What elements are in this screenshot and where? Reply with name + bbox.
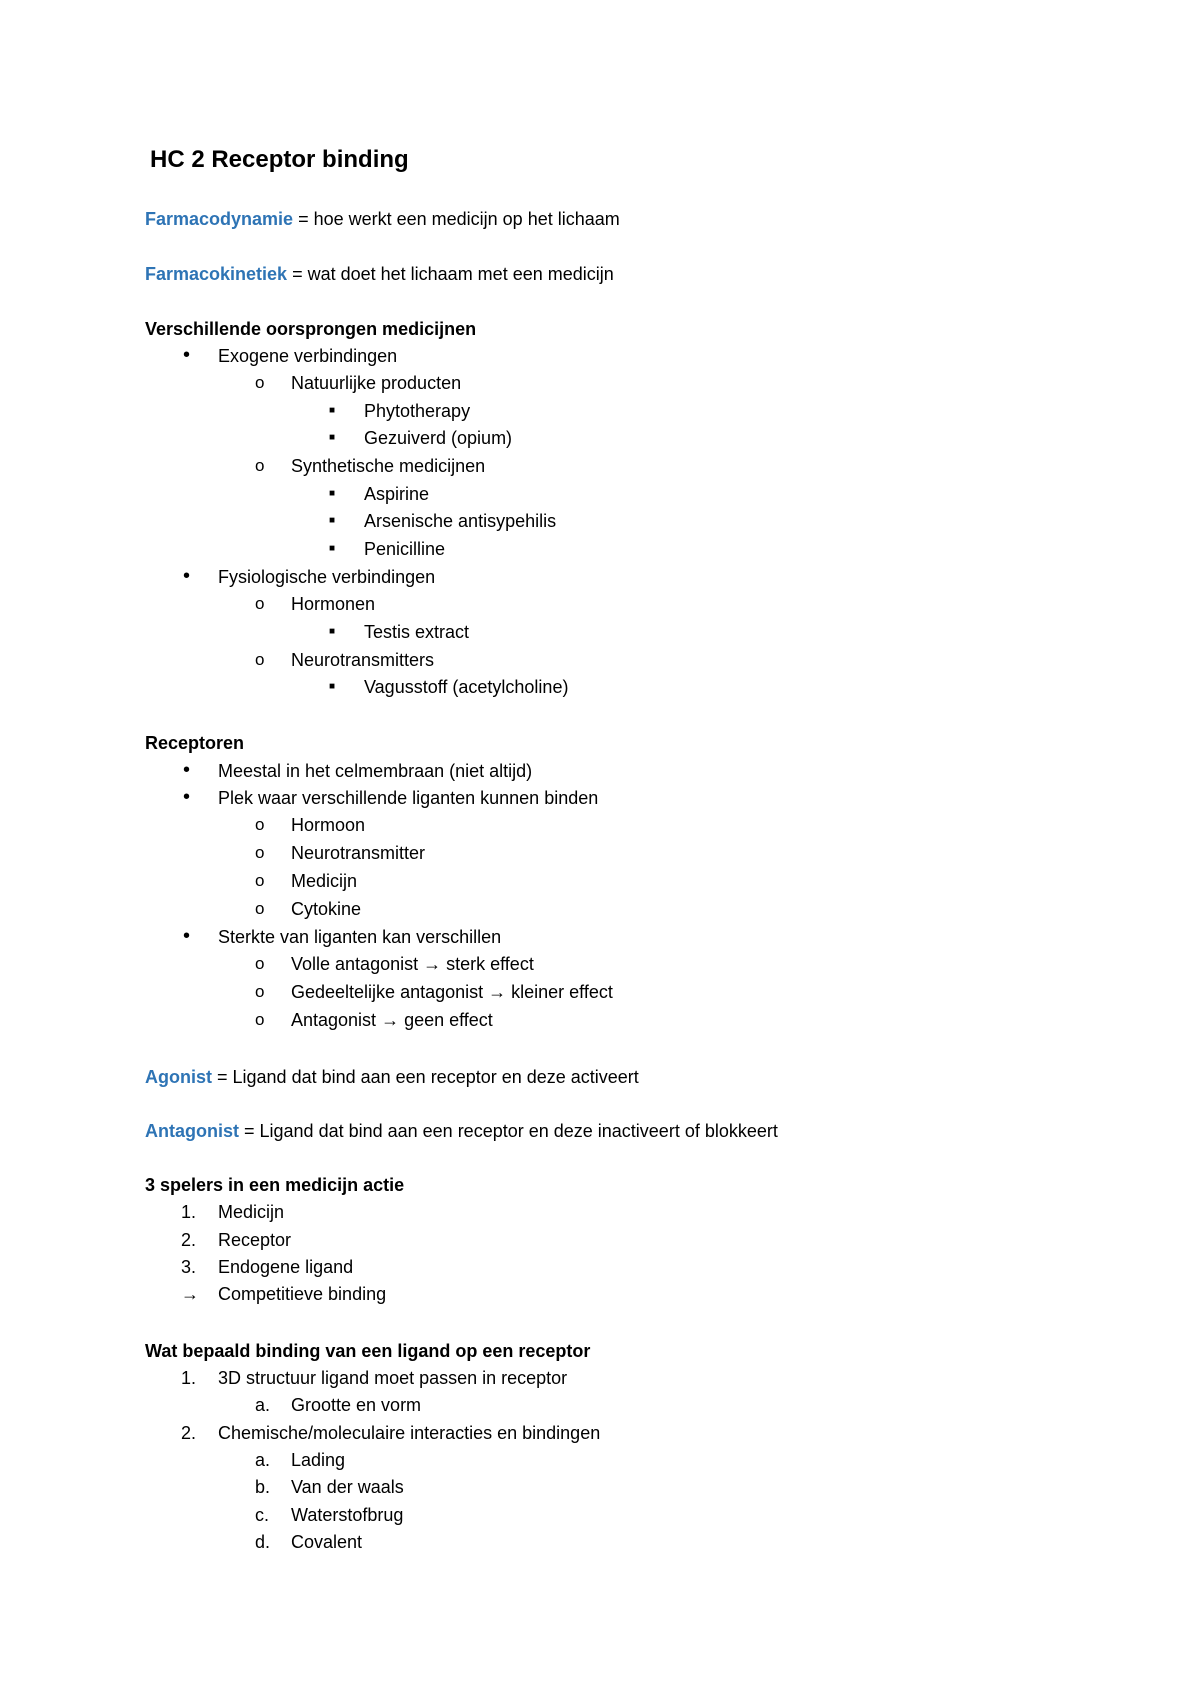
square-bullet-icon: ■ (329, 405, 336, 416)
list-item: Exogene verbindingen (218, 346, 398, 366)
circle-bullet-icon: o (255, 650, 265, 669)
list-item: Hormonen (291, 594, 376, 614)
list-item: Cytokine (291, 899, 362, 919)
list-item (291, 981, 613, 1003)
list-item: Receptor (218, 1230, 292, 1250)
circle-bullet-icon: o (255, 1010, 265, 1029)
circle-bullet-icon: o (255, 815, 265, 834)
definition-antagonist (145, 1120, 778, 1142)
bullet-icon: • (183, 565, 191, 587)
bullet-icon: • (183, 344, 191, 366)
arrow-right-icon: → (423, 954, 442, 974)
bullet-icon: • (183, 759, 191, 781)
list-item: Sterkte van liganten kan verschillen (218, 927, 502, 947)
document-title: HC 2 Receptor binding (150, 146, 409, 173)
list-number: 2. (181, 1423, 197, 1443)
arrow-right-icon: → (488, 982, 507, 1002)
list-item: Gezuiverd (opium) (364, 428, 513, 448)
list-letter: c. (255, 1505, 270, 1525)
section-heading-binding: Wat bepaald binding van een ligand op een receptor (145, 1341, 591, 1361)
item-text: Volle antagonist (291, 954, 424, 974)
list-item: Arsenische antisypehilis (364, 511, 557, 531)
section-heading-origins: Verschillende oorsprongen medicijnen (145, 319, 477, 339)
item-text: Gedeeltelijke antagonist (291, 982, 489, 1002)
list-item: Testis extract (364, 622, 470, 642)
section-heading-receptoren: Receptoren (145, 733, 245, 753)
list-number: 1. (181, 1202, 197, 1222)
circle-bullet-icon: o (255, 954, 265, 973)
list-item: Hormoon (291, 815, 366, 835)
list-item: Lading (291, 1450, 346, 1470)
list-number: 2. (181, 1230, 197, 1250)
term-farmacodynamie: Farmacodynamie (145, 209, 294, 229)
definition-text: = Ligand dat bind aan een receptor en deze activeert (212, 1067, 639, 1087)
definition-text: = wat doet het lichaam met een medicijn (287, 264, 614, 284)
circle-bullet-icon: o (255, 594, 265, 613)
list-item: Vagusstoff (acetylcholine) (364, 677, 569, 697)
list-item: Neurotransmitters (291, 650, 435, 670)
item-text: kleiner effect (506, 982, 613, 1002)
list-item: Grootte en vorm (291, 1395, 422, 1415)
definition-agonist (145, 1066, 639, 1088)
circle-bullet-icon: o (255, 373, 265, 392)
arrow-right-icon: → (181, 1284, 199, 1304)
list-item: Medicijn (291, 871, 358, 891)
circle-bullet-icon: o (255, 982, 265, 1001)
item-text: Antagonist (291, 1010, 382, 1030)
list-item: Meestal in het celmembraan (niet altijd) (218, 761, 533, 781)
circle-bullet-icon: o (255, 456, 265, 475)
list-item: Medicijn (218, 1202, 285, 1222)
list-item: Penicilline (364, 539, 446, 559)
list-item: Van der waals (291, 1477, 404, 1497)
list-item: Aspirine (364, 484, 430, 504)
list-item: Natuurlijke producten (291, 373, 462, 393)
list-item: Neurotransmitter (291, 843, 426, 863)
bullet-icon: • (183, 786, 191, 808)
square-bullet-icon: ■ (329, 515, 336, 526)
list-item (291, 953, 534, 975)
square-bullet-icon: ■ (329, 432, 336, 443)
term-antagonist: Antagonist (145, 1121, 239, 1141)
list-item: Chemische/moleculaire interacties en bindingen (218, 1423, 601, 1443)
definition-farmacokinetiek (145, 263, 614, 285)
circle-bullet-icon: o (255, 899, 265, 918)
square-bullet-icon: ■ (329, 488, 336, 499)
list-item: Synthetische medicijnen (291, 456, 486, 476)
list-letter: a. (255, 1395, 271, 1415)
list-item: Plek waar verschillende liganten kunnen binden (218, 788, 599, 808)
section-heading-spelers: 3 spelers in een medicijn actie (145, 1175, 405, 1195)
list-item: Endogene ligand (218, 1257, 354, 1277)
circle-bullet-icon: o (255, 871, 265, 890)
square-bullet-icon: ■ (329, 681, 336, 692)
list-item: 3D structuur ligand moet passen in receptor (218, 1368, 568, 1388)
square-bullet-icon: ■ (329, 543, 336, 554)
arrow-right-icon: → (381, 1010, 400, 1030)
list-item: Covalent (291, 1532, 363, 1552)
item-text: geen effect (399, 1010, 493, 1030)
term-farmacokinetiek: Farmacokinetiek (145, 264, 288, 284)
list-letter: a. (255, 1450, 271, 1470)
list-item: Fysiologische verbindingen (218, 567, 436, 587)
list-item: Waterstofbrug (291, 1505, 404, 1525)
bullet-icon: • (183, 925, 191, 947)
list-number: 3. (181, 1257, 197, 1277)
list-number: 1. (181, 1368, 197, 1388)
list-item: Phytotherapy (364, 401, 471, 421)
definition-farmacodynamie (145, 208, 620, 230)
list-letter: b. (255, 1477, 271, 1497)
list-item (291, 1009, 493, 1031)
definition-text: = Ligand dat bind aan een receptor en deze inactiveert of blokkeert (239, 1121, 778, 1141)
term-agonist: Agonist (145, 1067, 212, 1087)
circle-bullet-icon: o (255, 843, 265, 862)
square-bullet-icon: ■ (329, 626, 336, 637)
list-letter: d. (255, 1532, 271, 1552)
list-item: Competitieve binding (218, 1284, 387, 1304)
definition-text: = hoe werkt een medicijn op het lichaam (293, 209, 620, 229)
item-text: sterk effect (441, 954, 534, 974)
